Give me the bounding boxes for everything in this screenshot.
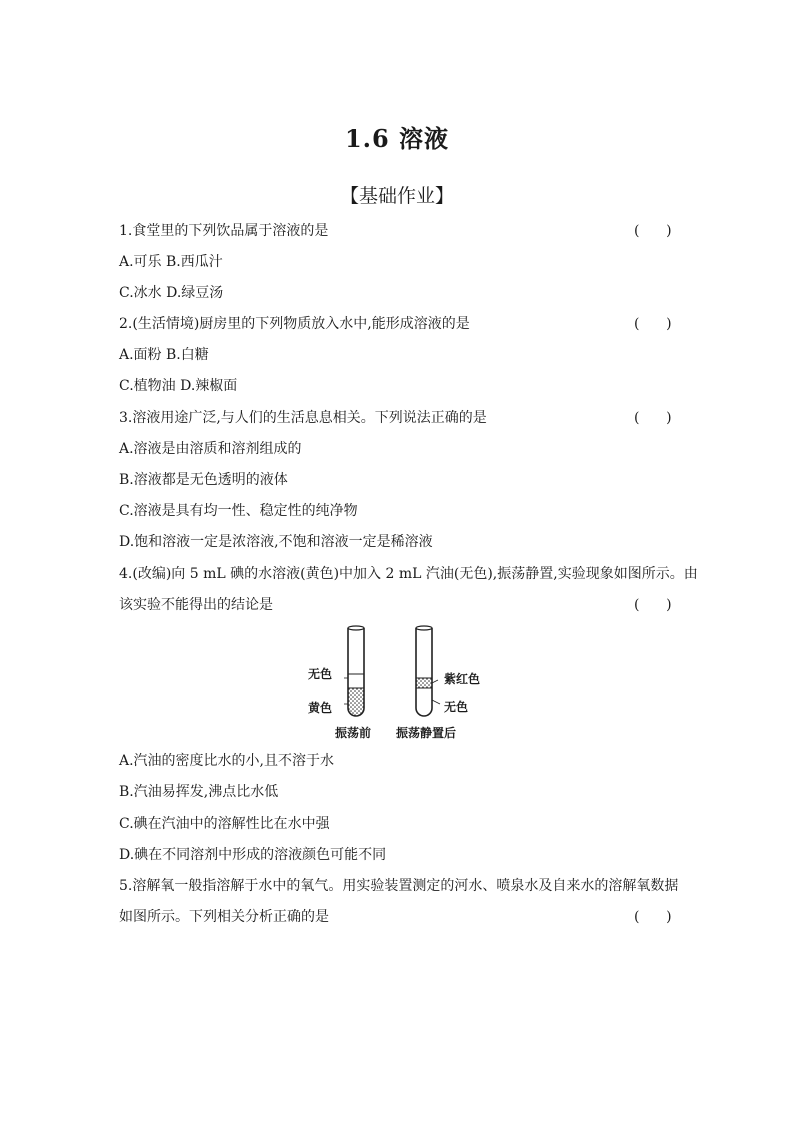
question-1-options-cd: C.冰水 D.绿豆汤 bbox=[119, 285, 224, 301]
question-1-stem: 1.食堂里的下列饮品属于溶液的是 bbox=[119, 223, 329, 239]
question-1-answer-paren: ( ) bbox=[634, 223, 672, 239]
question-3-option-d: D.饱和溶液一定是浓溶液,不饱和溶液一定是稀溶液 bbox=[119, 534, 433, 550]
question-5-stem-continued: 如图所示。下列相关分析正确的是 bbox=[119, 909, 329, 925]
test-tube-before bbox=[344, 626, 364, 716]
question-4-option-a: A.汽油的密度比水的小,且不溶于水 bbox=[119, 753, 335, 769]
caption-before: 振荡前 bbox=[335, 726, 372, 740]
caption-after: 振荡静置后 bbox=[396, 726, 457, 740]
question-3-option-a: A.溶液是由溶质和溶剂组成的 bbox=[119, 441, 302, 457]
leader-line bbox=[432, 680, 438, 683]
layer-yellow-bottom bbox=[348, 688, 364, 716]
question-2-answer-paren: ( ) bbox=[634, 316, 672, 332]
question-4-option-c: C.碘在汽油中的溶解性比在水中强 bbox=[119, 816, 330, 832]
section-heading: 【基础作业】 bbox=[339, 185, 454, 207]
test-tube-figure bbox=[300, 620, 500, 744]
layer-purple-top bbox=[416, 678, 432, 688]
question-3-option-b: B.溶液都是无色透明的液体 bbox=[119, 472, 288, 488]
tube-rim bbox=[348, 626, 364, 630]
page-title: 1.6 溶液 bbox=[344, 124, 450, 153]
layer-colorless-bottom bbox=[416, 688, 432, 716]
label-purple: 紫红色 bbox=[444, 672, 481, 686]
question-3-stem: 3.溶液用途广泛,与人们的生活息息相关。下列说法正确的是 bbox=[119, 410, 487, 426]
leader-line bbox=[432, 700, 440, 704]
question-5-stem: 5.溶解氧一般指溶解于水中的氧气。用实验装置测定的河水、喷泉水及自来水的溶解氧数据 bbox=[119, 878, 679, 894]
question-5-answer-paren: ( ) bbox=[634, 909, 672, 925]
question-3-option-c: C.溶液是具有均一性、稳定性的纯净物 bbox=[119, 503, 358, 519]
test-tube-after bbox=[416, 626, 440, 716]
question-2-stem: 2.(生活情境)厨房里的下列物质放入水中,能形成溶液的是 bbox=[119, 316, 470, 332]
question-4-option-b: B.汽油易挥发,沸点比水低 bbox=[119, 784, 279, 800]
question-4-option-d: D.碘在不同溶剂中形成的溶液颜色可能不同 bbox=[119, 847, 387, 863]
question-3-answer-paren: ( ) bbox=[634, 410, 672, 426]
label-colorless-top: 无色 bbox=[308, 667, 333, 681]
label-yellow: 黄色 bbox=[308, 701, 333, 715]
question-1-options-ab: A.可乐 B.西瓜汁 bbox=[119, 254, 223, 270]
layer-colorless-top bbox=[348, 674, 364, 688]
question-4-stem-continued: 该实验不能得出的结论是 bbox=[119, 597, 273, 613]
tube-rim bbox=[416, 626, 432, 630]
label-colorless-bottom: 无色 bbox=[444, 700, 469, 714]
question-2-options-cd: C.植物油 D.辣椒面 bbox=[119, 378, 238, 394]
question-2-options-ab: A.面粉 B.白糖 bbox=[119, 347, 209, 363]
question-4-stem: 4.(改编)向 5 mL 碘的水溶液(黄色)中加入 2 mL 汽油(无色),振荡静置,实验现象如图所示。由 bbox=[119, 566, 698, 582]
question-4-answer-paren: ( ) bbox=[634, 597, 672, 613]
